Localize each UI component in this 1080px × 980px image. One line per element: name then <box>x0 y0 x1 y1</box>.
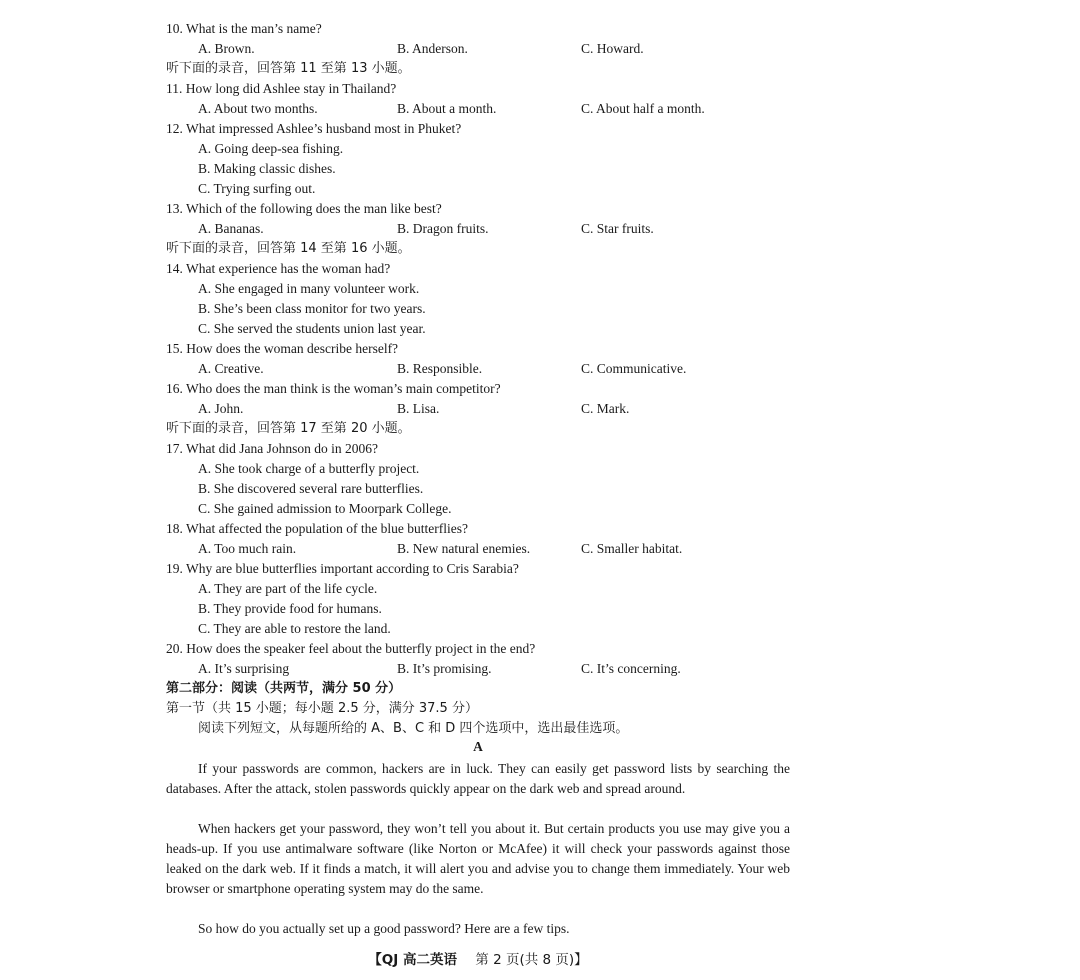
option-c: C. Star fruits. <box>581 221 654 236</box>
option-c: C. It’s concerning. <box>581 661 681 676</box>
option-b: B. She discovered several rare butterflies. <box>198 481 424 496</box>
option-b: B. About a month. <box>397 101 497 116</box>
reading-instruction: 阅读下列短文，从每题所给的 A、B、C 和 D 四个选项中，选出最佳选项。 <box>198 721 629 736</box>
option-b: B. She’s been class monitor for two years. <box>198 301 426 316</box>
option-a: A. Too much rain. <box>198 541 297 556</box>
option-a: A. Bananas. <box>198 221 264 236</box>
passage-paragraph-2: When hackers get your password, they won’t tell you about it. But certain products you use may give you a heads-up. If you use antimalware software (like Norton or McAfee) it will check your passwords against those leaked on the dark web. If it finds a match, it will alert you and advise you to change them immediately. Your web browser or smartphone operating system may do the same. <box>166 821 790 896</box>
question-14: 14. What experience has the woman had? <box>166 261 391 276</box>
part-title: 第二部分：阅读（共两节，满分 50 分） <box>166 681 402 696</box>
passage-paragraph-3: So how do you actually set up a good password? Here are a few tips. <box>198 921 570 936</box>
question-19: 19. Why are blue butterflies important according to Cris Sarabia? <box>166 561 519 576</box>
page-footer <box>166 948 790 968</box>
option-a: A. She took charge of a butterfly project. <box>198 461 420 476</box>
option-b: B. New natural enemies. <box>397 541 531 556</box>
option-b: B. They provide food for humans. <box>198 601 382 616</box>
option-a: A. Creative. <box>198 361 264 376</box>
question-16: 16. Who does the man think is the woman’s main competitor? <box>166 381 501 396</box>
option-a: A. Brown. <box>198 41 255 56</box>
footer-code: 【QJ 高二英语 <box>368 952 457 968</box>
option-c: C. Communicative. <box>581 361 687 376</box>
option-c: C. They are able to restore the land. <box>198 621 391 636</box>
option-a: A. She engaged in many volunteer work. <box>198 281 420 296</box>
question-12: 12. What impressed Ashlee’s husband most in Phuket? <box>166 121 462 136</box>
option-a: A. John. <box>198 401 244 416</box>
question-18: 18. What affected the population of the blue butterflies? <box>166 521 469 536</box>
instruction-14-16: 听下面的录音，回答第 14 至第 16 小题。 <box>166 241 411 256</box>
option-b: B. Making classic dishes. <box>198 161 336 176</box>
option-a: A. They are part of the life cycle. <box>198 581 378 596</box>
option-c: C. Smaller habitat. <box>581 541 683 556</box>
section-title: 第一节（共 15 小题；每小题 2.5 分，满分 37.5 分） <box>166 701 478 716</box>
footer-page: 第 2 页(共 8 页)】 <box>475 952 588 968</box>
instruction-17-20: 听下面的录音，回答第 17 至第 20 小题。 <box>166 421 411 436</box>
passage-paragraph-1: If your passwords are common, hackers are in luck. They can easily get password lists by searching the databases. After the attack, stolen passwords quickly appear on the dark web and spread around. <box>166 761 790 796</box>
option-a: A. Going deep-sea fishing. <box>198 141 344 156</box>
option-a: A. About two months. <box>198 101 318 116</box>
option-b: B. Lisa. <box>397 401 440 416</box>
option-b: B. It’s promising. <box>397 661 492 676</box>
question-11: 11. How long did Ashlee stay in Thailand? <box>166 81 397 96</box>
option-c: C. Mark. <box>581 401 630 416</box>
option-c: C. Trying surfing out. <box>198 181 316 196</box>
question-10: 10. What is the man’s name? <box>166 21 322 36</box>
option-c: C. About half a month. <box>581 101 705 116</box>
option-b: B. Dragon fruits. <box>397 221 489 236</box>
option-a: A. It’s surprising <box>198 661 290 676</box>
question-17: 17. What did Jana Johnson do in 2006? <box>166 441 378 456</box>
option-c: C. She served the students union last year. <box>198 321 426 336</box>
question-15: 15. How does the woman describe herself? <box>166 341 399 356</box>
question-20: 20. How does the speaker feel about the butterfly project in the end? <box>166 641 536 656</box>
option-c: C. She gained admission to Moorpark College. <box>198 501 452 516</box>
option-b: B. Anderson. <box>397 41 468 56</box>
passage-label: A <box>473 739 483 754</box>
option-b: B. Responsible. <box>397 361 483 376</box>
instruction-11-13: 听下面的录音，回答第 11 至第 13 小题。 <box>166 61 411 76</box>
question-13: 13. Which of the following does the man like best? <box>166 201 442 216</box>
option-c: C. Howard. <box>581 41 644 56</box>
